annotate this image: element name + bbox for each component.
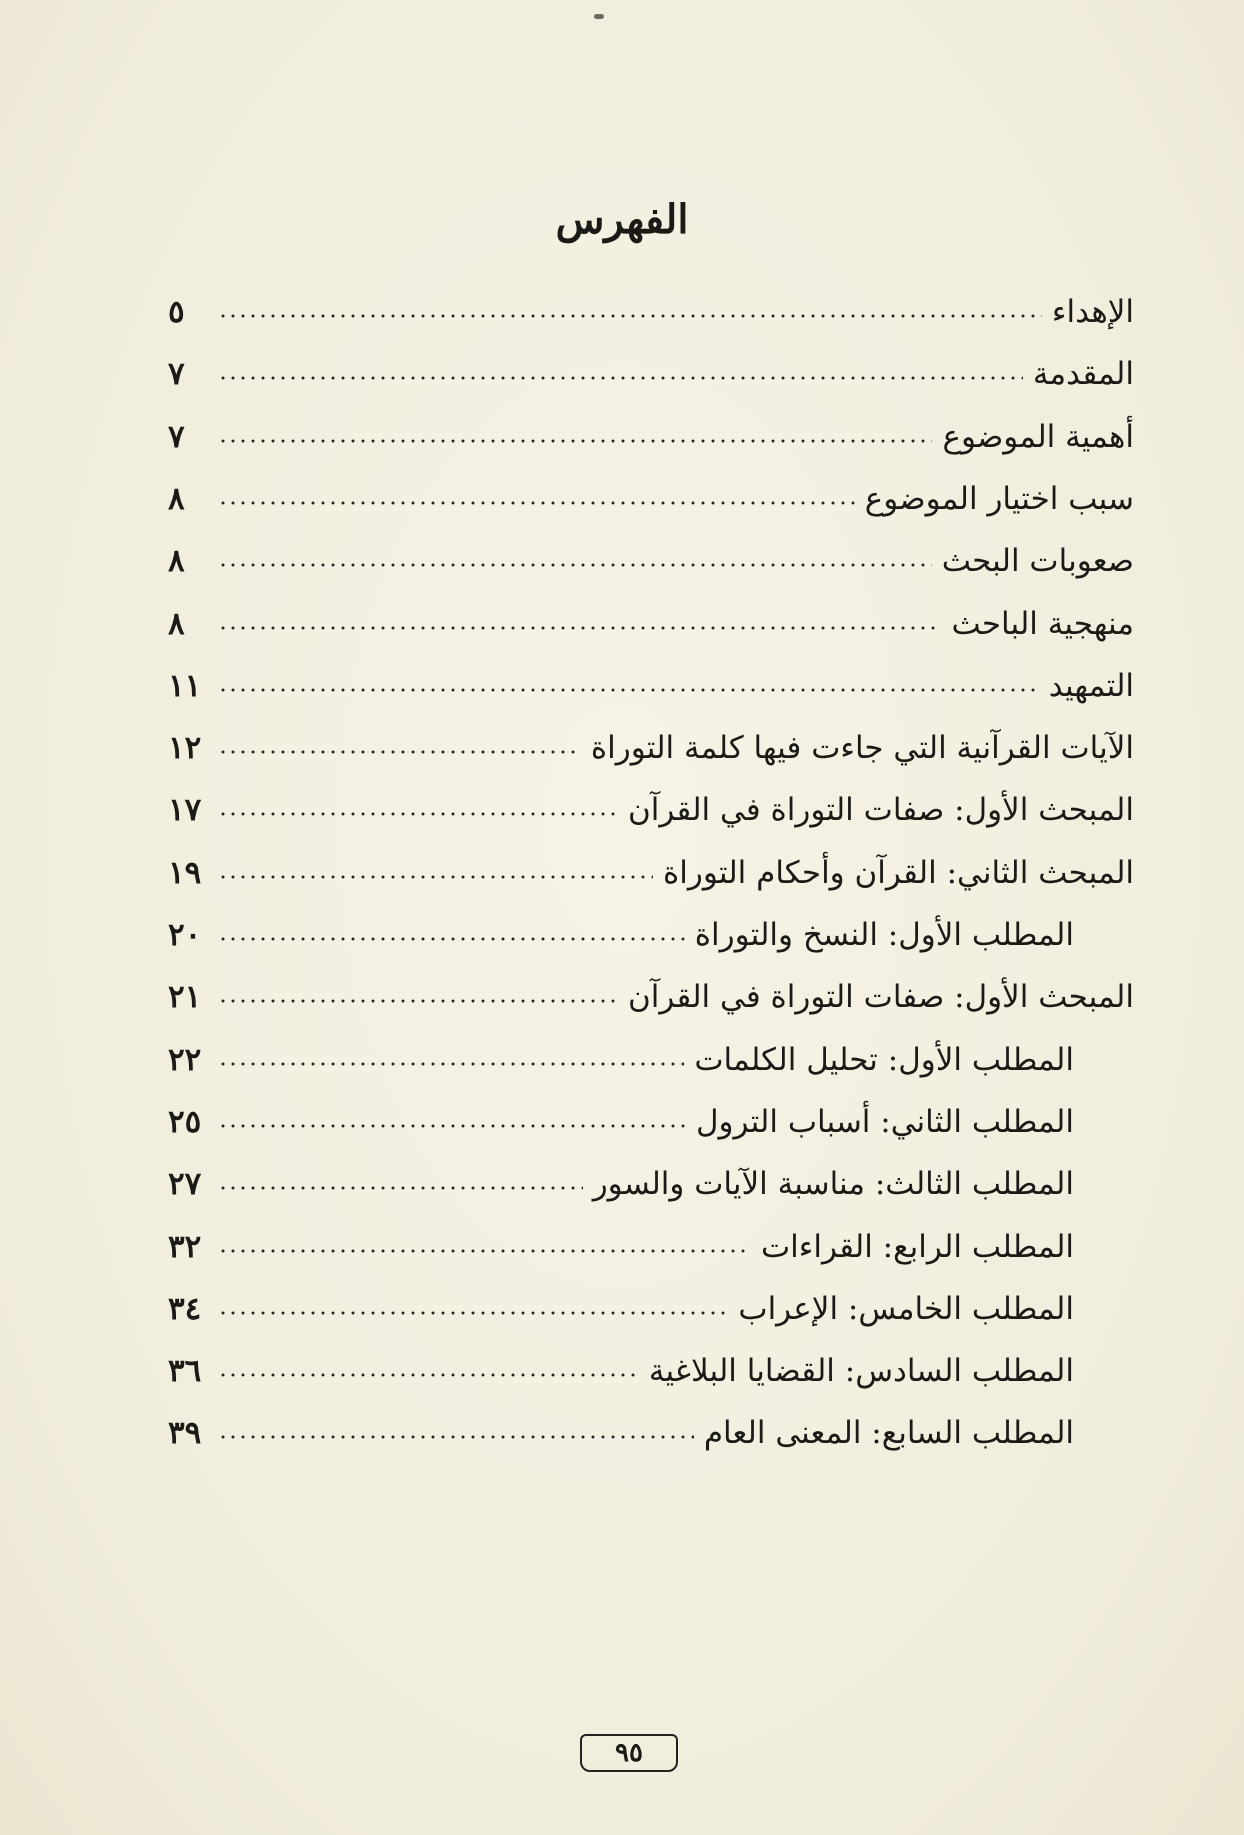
toc-entry-label: التمهيد (1048, 668, 1134, 704)
toc-entry (168, 646, 1134, 706)
toc-entry-page-number: ٧ (168, 356, 185, 392)
toc-entry-page-number: ٣٢ (168, 1229, 202, 1265)
dot-leader (218, 558, 932, 572)
dot-leader (218, 807, 618, 821)
toc-entry-page-number: ١٧ (168, 792, 202, 828)
toc-entry-page-number: ٢١ (168, 979, 202, 1015)
toc-entry (168, 334, 1134, 394)
dot-leader (218, 1368, 639, 1382)
toc-entry (168, 957, 1134, 1017)
toc-entry-page-number: ١١ (168, 668, 202, 704)
toc-entry-label: منهجية الباحث (951, 606, 1134, 642)
toc-entry (168, 584, 1134, 644)
toc-entry-label: المطلب الأول: تحليل الكلمات (694, 1042, 1074, 1078)
toc-entry-label: المبحث الأول: صفات التوراة في القرآن (627, 792, 1134, 828)
toc-entry (168, 459, 1134, 519)
toc-entry-label: أهمية الموضوع (942, 419, 1134, 455)
toc-entry-page-number: ٢٢ (168, 1042, 202, 1078)
toc-entry (168, 708, 1134, 768)
page-title: الفهرس (555, 196, 689, 243)
toc-entry (168, 895, 1074, 955)
dot-leader (218, 496, 855, 510)
toc-entry (168, 1207, 1074, 1267)
toc-entry-page-number: ٢٠ (168, 917, 202, 953)
toc-entry-page-number: ١٩ (168, 855, 202, 891)
dot-leader (218, 621, 941, 635)
toc-entry-label: الإهداء (1051, 294, 1134, 330)
toc-entry-page-number: ٢٥ (168, 1104, 202, 1140)
toc-entry-label: المطلب الثالث: مناسبة الآيات والسور (592, 1166, 1074, 1202)
toc-entry-label: المطلب السادس: القضايا البلاغية (648, 1353, 1074, 1389)
toc-entry-label: المبحث الأول: صفات التوراة في القرآن (627, 979, 1134, 1015)
dot-leader (218, 932, 685, 946)
dot-leader (218, 309, 1042, 323)
toc-entry (168, 1144, 1074, 1204)
toc-entry-page-number: ٨ (168, 543, 185, 579)
toc-entry (168, 833, 1134, 893)
toc-entry-label: المقدمة (1032, 356, 1134, 392)
dot-leader (218, 683, 1039, 697)
toc-entry (168, 1269, 1074, 1329)
toc-entry-page-number: ٣٤ (168, 1291, 202, 1327)
toc-entry-label: المطلب الخامس: الإعراب (738, 1291, 1074, 1327)
dot-leader (218, 371, 1023, 385)
toc-entry-page-number: ١٢ (168, 730, 202, 766)
dot-leader (218, 1244, 751, 1258)
dot-leader (218, 1430, 694, 1444)
toc-entry (168, 1020, 1074, 1080)
page-number-footer: ٩٥ (580, 1734, 678, 1772)
toc-entry (168, 1331, 1074, 1391)
dot-leader (218, 1181, 583, 1195)
dot-leader (218, 745, 581, 759)
toc-entry-label: المطلب الرابع: القراءات (761, 1229, 1074, 1265)
toc-entry-page-number: ٢٧ (168, 1166, 202, 1202)
toc-entry (168, 397, 1134, 457)
toc-entry (168, 1393, 1074, 1453)
dot-leader (218, 870, 653, 884)
toc-entry (168, 770, 1134, 830)
toc-entry-page-number: ٥ (168, 294, 185, 330)
dot-leader (218, 1306, 728, 1320)
toc-entry-page-number: ٨ (168, 606, 185, 642)
dot-leader (218, 434, 932, 448)
dot-leader (218, 1119, 686, 1133)
toc-entry (168, 1082, 1074, 1142)
toc-entry-label: المطلب الأول: النسخ والتوراة (694, 917, 1074, 953)
toc-entry-label: المبحث الثاني: القرآن وأحكام التوراة (663, 855, 1134, 891)
dot-leader (218, 994, 618, 1008)
dot-leader (218, 1057, 684, 1071)
toc-entry-label: الآيات القرآنية التي جاءت فيها كلمة التوراة (590, 730, 1134, 766)
ink-speck (594, 14, 604, 19)
toc-entry-page-number: ٧ (168, 419, 185, 455)
toc-entry-page-number: ٨ (168, 481, 185, 517)
toc-entry (168, 272, 1134, 332)
toc-entry-page-number: ٣٩ (168, 1415, 202, 1451)
toc-entry (168, 521, 1134, 581)
toc-entry-label: سبب اختيار الموضوع (864, 481, 1134, 517)
toc-entry-label: المطلب الثاني: أسباب الترول (695, 1104, 1074, 1140)
toc-entry-label: المطلب السابع: المعنى العام (703, 1415, 1074, 1451)
toc-entry-page-number: ٣٦ (168, 1353, 202, 1389)
toc-entry-label: صعوبات البحث (941, 543, 1134, 579)
